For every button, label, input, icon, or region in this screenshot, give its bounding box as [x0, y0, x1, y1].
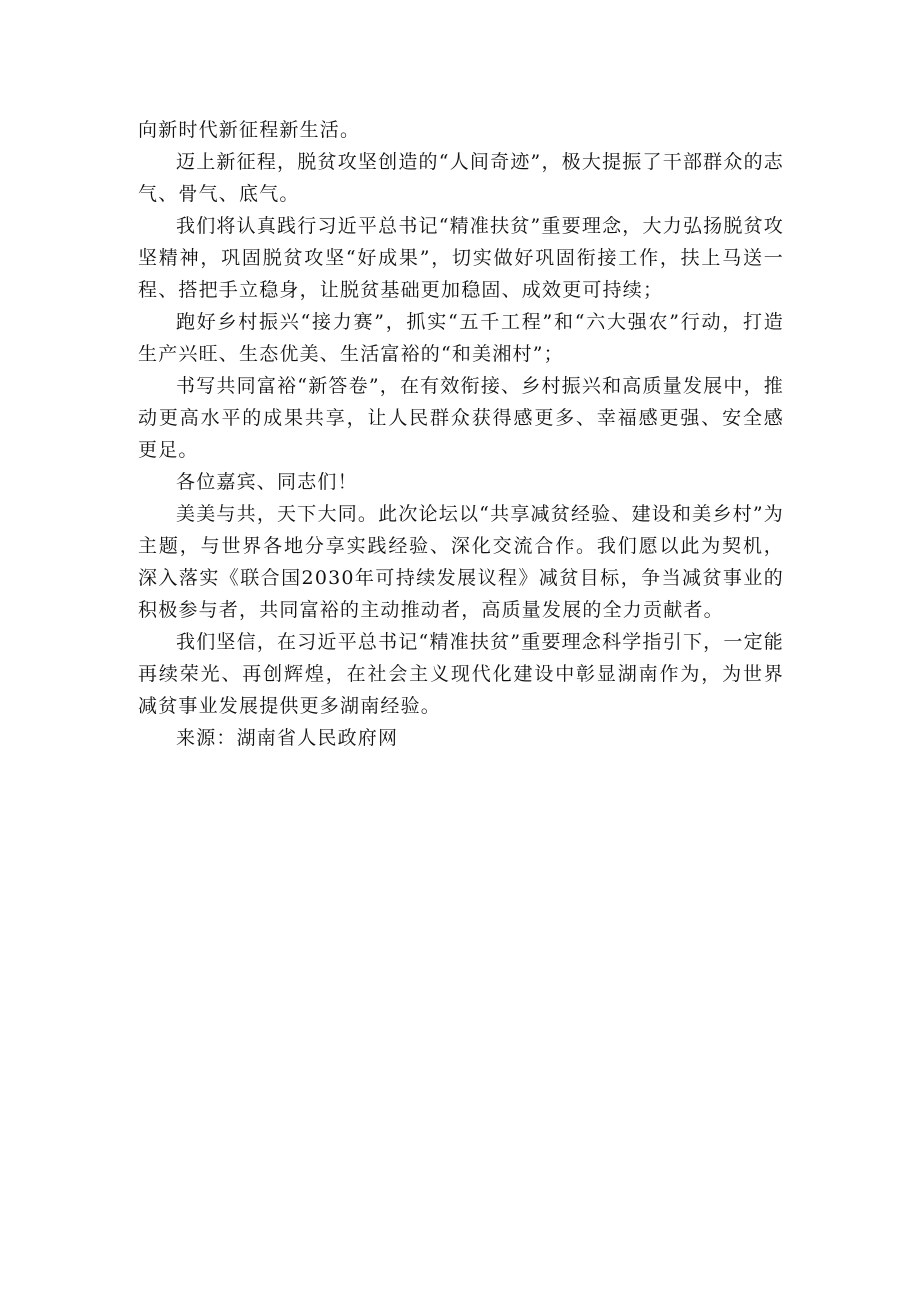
article-body — [138, 114, 784, 754]
paragraph-rural-revitalization: 跑好乡村振兴“接力赛”，抓实“五千工程”和“六大强农”行动，打造生产兴旺、生态优美、生活富裕的“和美湘村”； — [138, 311, 784, 365]
source-line: 来源：湖南省人民政府网 — [176, 727, 399, 749]
paragraph-new-journey: 迈上新征程，脱贫攻坚创造的“人间奇迹”，极大提振了干部群众的志气、骨气、底气。 — [138, 151, 784, 205]
paragraph-continuation: 向新时代新征程新生活。 — [138, 119, 361, 141]
paragraph-consolidate-results: 我们将认真践行习近平总书记“精准扶贫”重要理念，大力弘扬脱贫攻坚精神，巩固脱贫攻坚“好成果”，切实做好巩固衔接工作，扶上马送一程、搭把手立稳身，让脱贫基础更加稳固、成效更可持续； — [138, 215, 784, 301]
paragraph-conviction: 我们坚信，在习近平总书记“精准扶贫”重要理念科学指引下，一定能再续荣光、再创辉煌，在社会主义现代化建设中彰显湖南作为，为世界减贫事业发展提供更多湖南经验。 — [138, 631, 784, 717]
paragraph-common-prosperity: 书写共同富裕“新答卷”，在有效衔接、乡村振兴和高质量发展中，推动更高水平的成果共享，让人民群众获得感更多、幸福感更强、安全感更足。 — [138, 375, 784, 461]
paragraph-forum-theme: 美美与共，天下大同。此次论坛以“共享减贫经验、建设和美乡村”为主题，与世界各地分享实践经验、深化交流合作。我们愿以此为契机，深入落实《联合国2030年可持续发展议程》减贫目标，争当减贫事业的积极参与者，共同富裕的主动推动者，高质量发展的全力贡献者。 — [138, 503, 784, 621]
paragraph-salutation: 各位嘉宾、同志们！ — [176, 471, 358, 493]
